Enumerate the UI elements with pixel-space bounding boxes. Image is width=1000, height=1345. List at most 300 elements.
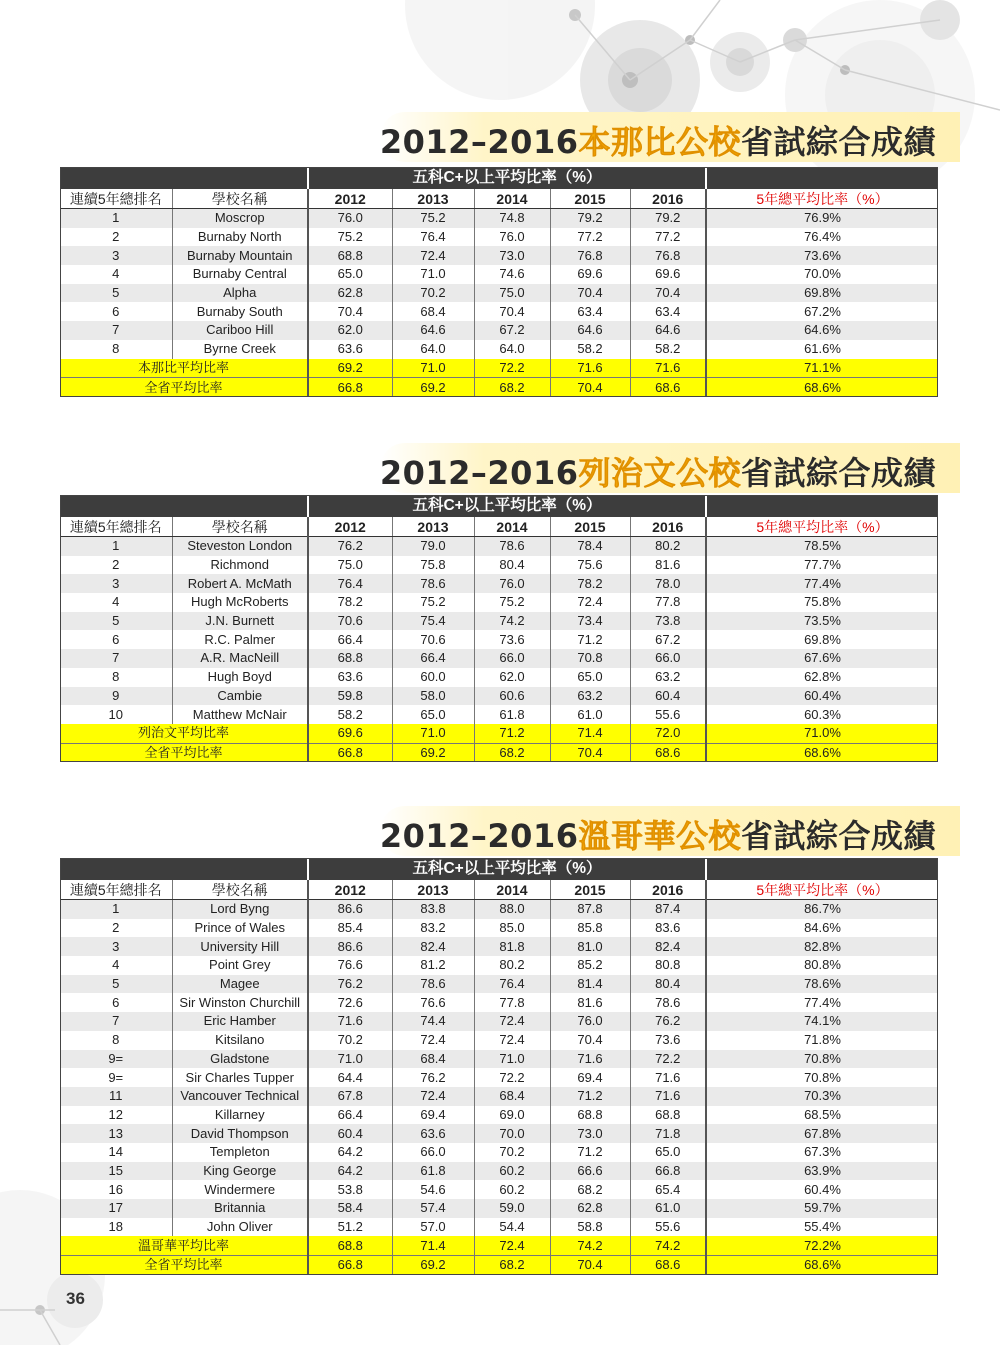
value-cell: 68.4 (392, 302, 474, 321)
summary-value: 71.6 (630, 359, 706, 378)
school-cell: Burnaby South (172, 302, 308, 321)
value-cell: 78.4 (550, 537, 630, 556)
value-cell: 76.4 (308, 574, 392, 593)
value-cell: 77.2 (630, 228, 706, 247)
value-cell: 85.2 (550, 956, 630, 975)
value-cell: 68.2 (550, 1180, 630, 1199)
summary-value: 71.2 (474, 724, 550, 743)
group-header: 五科C+以上平均比率（%） (308, 858, 706, 880)
group-header: 五科C+以上平均比率（%） (308, 167, 706, 189)
table-row (60, 900, 938, 919)
value-cell: 75.2 (392, 593, 474, 612)
title-banner (380, 112, 960, 162)
avg-cell: 80.8% (706, 956, 938, 975)
value-cell: 71.2 (550, 1143, 630, 1162)
value-cell: 85.0 (474, 919, 550, 938)
value-cell: 71.6 (630, 1068, 706, 1087)
table-row (60, 937, 938, 956)
school-cell: Alpha (172, 284, 308, 303)
value-cell: 81.0 (550, 937, 630, 956)
value-cell: 58.4 (308, 1199, 392, 1218)
value-cell: 83.6 (630, 919, 706, 938)
school-cell: Hugh Boyd (172, 668, 308, 687)
summary-row (60, 743, 938, 762)
summary-row (60, 1236, 938, 1255)
rank-cell: 6 (60, 302, 172, 321)
value-cell: 64.2 (308, 1143, 392, 1162)
table-row (60, 302, 938, 321)
school-cell: Prince of Wales (172, 919, 308, 938)
value-cell: 66.6 (550, 1162, 630, 1181)
results-table (60, 858, 938, 1275)
school-cell: A.R. MacNeill (172, 649, 308, 668)
table-row (60, 1012, 938, 1031)
table-row (60, 265, 938, 284)
value-cell: 64.4 (308, 1068, 392, 1087)
table-row (60, 668, 938, 687)
value-cell: 75.6 (550, 556, 630, 575)
value-cell: 73.0 (550, 1124, 630, 1143)
school-cell: Point Grey (172, 956, 308, 975)
value-cell: 63.4 (630, 302, 706, 321)
table-row (60, 1124, 938, 1143)
avg-cell: 63.9% (706, 1162, 938, 1181)
table-row (60, 1050, 938, 1069)
value-cell: 81.8 (474, 937, 550, 956)
value-cell: 63.4 (550, 302, 630, 321)
value-cell: 63.2 (550, 687, 630, 706)
value-cell: 67.8 (308, 1087, 392, 1106)
school-cell: Cambie (172, 687, 308, 706)
value-cell: 60.2 (474, 1162, 550, 1181)
school-cell: Windermere (172, 1180, 308, 1199)
rank-cell: 9 (60, 687, 172, 706)
value-cell: 60.4 (630, 687, 706, 706)
value-cell: 76.6 (392, 993, 474, 1012)
summary-value: 70.4 (550, 378, 630, 397)
value-cell: 63.6 (308, 668, 392, 687)
summary-value: 68.6% (706, 743, 938, 762)
value-cell: 74.6 (474, 265, 550, 284)
school-cell: R.C. Palmer (172, 630, 308, 649)
school-cell: Sir Charles Tupper (172, 1068, 308, 1087)
value-cell: 76.8 (550, 246, 630, 265)
table-row (60, 649, 938, 668)
value-cell: 76.0 (308, 209, 392, 228)
value-cell: 72.4 (392, 1087, 474, 1106)
avg-cell: 55.4% (706, 1218, 938, 1237)
value-cell: 77.8 (630, 593, 706, 612)
rank-cell: 2 (60, 228, 172, 247)
value-cell: 70.0 (474, 1124, 550, 1143)
group-header-row (60, 167, 938, 189)
avg-cell: 60.3% (706, 705, 938, 724)
school-cell: David Thompson (172, 1124, 308, 1143)
table-row (60, 919, 938, 938)
summary-value: 68.6 (630, 1256, 706, 1275)
header-blank (60, 858, 308, 880)
value-cell: 75.2 (392, 209, 474, 228)
table-row (60, 1068, 938, 1087)
header-blank (706, 167, 938, 189)
value-cell: 68.8 (550, 1106, 630, 1125)
value-cell: 74.8 (474, 209, 550, 228)
table-row (60, 1143, 938, 1162)
value-cell: 63.2 (630, 668, 706, 687)
value-cell: 71.0 (308, 1050, 392, 1069)
summary-value: 71.6 (550, 359, 630, 378)
value-cell: 75.8 (392, 556, 474, 575)
avg-cell: 62.8% (706, 668, 938, 687)
avg-cell: 64.6% (706, 321, 938, 340)
avg-cell: 73.5% (706, 612, 938, 631)
table-row (60, 1218, 938, 1237)
title-banner (380, 806, 960, 856)
school-cell: Gladstone (172, 1050, 308, 1069)
value-cell: 59.8 (308, 687, 392, 706)
value-cell: 71.2 (550, 1087, 630, 1106)
value-cell: 69.4 (392, 1106, 474, 1125)
value-cell: 58.8 (550, 1218, 630, 1237)
value-cell: 81.2 (392, 956, 474, 975)
value-cell: 78.2 (550, 574, 630, 593)
avg-cell: 69.8% (706, 630, 938, 649)
value-cell: 66.0 (474, 649, 550, 668)
value-cell: 81.6 (550, 993, 630, 1012)
table-row (60, 687, 938, 706)
rank-cell: 18 (60, 1218, 172, 1237)
table-row (60, 537, 938, 556)
value-cell: 71.6 (550, 1050, 630, 1069)
summary-value: 71.0 (392, 359, 474, 378)
rank-cell: 15 (60, 1162, 172, 1181)
value-cell: 55.6 (630, 1218, 706, 1237)
value-cell: 69.6 (630, 265, 706, 284)
value-cell: 82.4 (392, 937, 474, 956)
value-cell: 72.4 (392, 246, 474, 265)
rank-cell: 1 (60, 209, 172, 228)
summary-label: 全省平均比率 (60, 1256, 308, 1275)
value-cell: 73.6 (474, 630, 550, 649)
avg-cell: 67.8% (706, 1124, 938, 1143)
avg-cell: 60.4% (706, 1180, 938, 1199)
value-cell: 64.2 (308, 1162, 392, 1181)
value-cell: 61.0 (550, 705, 630, 724)
summary-value: 71.0 (392, 724, 474, 743)
value-cell: 68.8 (308, 649, 392, 668)
group-header: 五科C+以上平均比率（%） (308, 495, 706, 517)
value-cell: 65.0 (550, 668, 630, 687)
value-cell: 64.0 (474, 340, 550, 359)
value-cell: 68.8 (308, 246, 392, 265)
school-cell: Moscrop (172, 209, 308, 228)
school-cell: Matthew McNair (172, 705, 308, 724)
value-cell: 62.8 (550, 1199, 630, 1218)
summary-label: 本那比平均比率 (60, 359, 308, 378)
value-cell: 80.2 (474, 956, 550, 975)
rank-cell: 9= (60, 1068, 172, 1087)
value-cell: 66.0 (392, 1143, 474, 1162)
table-row (60, 574, 938, 593)
avg-cell: 76.4% (706, 228, 938, 247)
table-row (60, 284, 938, 303)
summary-value: 68.6 (630, 743, 706, 762)
rank-cell: 4 (60, 593, 172, 612)
col-year-header: 2015 (550, 880, 630, 900)
col-school-header: 學校名稱 (172, 880, 308, 900)
school-cell: Lord Byng (172, 900, 308, 919)
value-cell: 71.2 (550, 630, 630, 649)
school-cell: Burnaby Mountain (172, 246, 308, 265)
rank-cell: 6 (60, 993, 172, 1012)
value-cell: 70.4 (474, 302, 550, 321)
rank-cell: 10 (60, 705, 172, 724)
summary-value: 71.1% (706, 359, 938, 378)
value-cell: 64.0 (392, 340, 474, 359)
col-year-header: 2013 (392, 189, 474, 209)
avg-cell: 76.9% (706, 209, 938, 228)
school-cell: Magee (172, 975, 308, 994)
table-row (60, 246, 938, 265)
table-row (60, 993, 938, 1012)
value-cell: 59.0 (474, 1199, 550, 1218)
table-row (60, 1180, 938, 1199)
value-cell: 53.8 (308, 1180, 392, 1199)
rank-cell: 11 (60, 1087, 172, 1106)
value-cell: 62.0 (474, 668, 550, 687)
rank-cell: 8 (60, 340, 172, 359)
value-cell: 58.2 (308, 705, 392, 724)
table-row (60, 1162, 938, 1181)
col-year-header: 2013 (392, 880, 474, 900)
page-number: 36 (66, 1289, 85, 1308)
results-table (60, 167, 938, 397)
school-cell: Steveston London (172, 537, 308, 556)
section-title: 2012–2016本那比公校省試綜合成績 (379, 123, 936, 161)
summary-value: 69.2 (392, 1256, 474, 1275)
table-row (60, 630, 938, 649)
summary-value: 70.4 (550, 743, 630, 762)
col-year-header: 2016 (630, 189, 706, 209)
header-blank (706, 858, 938, 880)
value-cell: 61.8 (392, 1162, 474, 1181)
value-cell: 71.6 (308, 1012, 392, 1031)
col-year-header: 2016 (630, 880, 706, 900)
value-cell: 79.0 (392, 537, 474, 556)
school-cell: Robert A. McMath (172, 574, 308, 593)
value-cell: 60.2 (474, 1180, 550, 1199)
value-cell: 76.0 (550, 1012, 630, 1031)
value-cell: 78.6 (392, 975, 474, 994)
rank-cell: 2 (60, 919, 172, 938)
col-rank-header: 連續5年總排名 (60, 517, 172, 537)
header-blank (60, 167, 308, 189)
school-cell: Burnaby North (172, 228, 308, 247)
table-row (60, 1199, 938, 1218)
value-cell: 66.0 (630, 649, 706, 668)
value-cell: 70.8 (550, 649, 630, 668)
value-cell: 76.2 (392, 1068, 474, 1087)
summary-value: 74.2 (550, 1236, 630, 1255)
value-cell: 78.6 (630, 993, 706, 1012)
avg-cell: 84.6% (706, 919, 938, 938)
rank-cell: 2 (60, 556, 172, 575)
summary-value: 68.6% (706, 1256, 938, 1275)
value-cell: 73.4 (550, 612, 630, 631)
value-cell: 78.0 (630, 574, 706, 593)
summary-value: 72.2 (474, 359, 550, 378)
value-cell: 70.2 (474, 1143, 550, 1162)
title-banner (380, 443, 960, 493)
rank-cell: 12 (60, 1106, 172, 1125)
avg-cell: 61.6% (706, 340, 938, 359)
summary-label: 全省平均比率 (60, 743, 308, 762)
value-cell: 75.0 (308, 556, 392, 575)
summary-label: 全省平均比率 (60, 378, 308, 397)
col-avg-header: 5年總平均比率（%） (706, 517, 938, 537)
school-cell: Kitsilano (172, 1031, 308, 1050)
value-cell: 57.0 (392, 1218, 474, 1237)
value-cell: 66.8 (630, 1162, 706, 1181)
value-cell: 86.6 (308, 937, 392, 956)
value-cell: 72.4 (550, 593, 630, 612)
rank-cell: 7 (60, 649, 172, 668)
value-cell: 70.4 (308, 302, 392, 321)
value-cell: 67.2 (474, 321, 550, 340)
table-row (60, 593, 938, 612)
avg-cell: 69.8% (706, 284, 938, 303)
value-cell: 54.4 (474, 1218, 550, 1237)
value-cell: 83.2 (392, 919, 474, 938)
summary-value: 72.2% (706, 1236, 938, 1255)
summary-value: 68.8 (308, 1236, 392, 1255)
school-cell: Burnaby Central (172, 265, 308, 284)
value-cell: 70.4 (550, 284, 630, 303)
col-year-header: 2013 (392, 517, 474, 537)
summary-value: 71.4 (392, 1236, 474, 1255)
table-row (60, 956, 938, 975)
value-cell: 86.6 (308, 900, 392, 919)
summary-row (60, 378, 938, 397)
school-cell: Hugh McRoberts (172, 593, 308, 612)
rank-cell: 7 (60, 321, 172, 340)
value-cell: 70.4 (630, 284, 706, 303)
value-cell: 72.2 (630, 1050, 706, 1069)
school-cell: Templeton (172, 1143, 308, 1162)
summary-value: 68.2 (474, 378, 550, 397)
avg-cell: 86.7% (706, 900, 938, 919)
rank-cell: 8 (60, 1031, 172, 1050)
value-cell: 75.0 (474, 284, 550, 303)
value-cell: 81.6 (630, 556, 706, 575)
avg-cell: 60.4% (706, 687, 938, 706)
summary-value: 68.2 (474, 743, 550, 762)
summary-value: 66.8 (308, 743, 392, 762)
rank-cell: 7 (60, 1012, 172, 1031)
col-school-header: 學校名稱 (172, 517, 308, 537)
value-cell: 66.4 (308, 630, 392, 649)
school-cell: John Oliver (172, 1218, 308, 1237)
value-cell: 80.4 (474, 556, 550, 575)
col-year-header: 2015 (550, 189, 630, 209)
value-cell: 54.6 (392, 1180, 474, 1199)
value-cell: 69.4 (550, 1068, 630, 1087)
summary-value: 68.6 (630, 378, 706, 397)
summary-row (60, 724, 938, 743)
value-cell: 87.4 (630, 900, 706, 919)
rank-cell: 3 (60, 937, 172, 956)
value-cell: 74.2 (474, 612, 550, 631)
value-cell: 68.4 (392, 1050, 474, 1069)
rank-cell: 3 (60, 574, 172, 593)
col-rank-header: 連續5年總排名 (60, 880, 172, 900)
value-cell: 83.8 (392, 900, 474, 919)
value-cell: 71.0 (392, 265, 474, 284)
summary-label: 溫哥華平均比率 (60, 1236, 308, 1255)
summary-value: 72.0 (630, 724, 706, 743)
school-cell: Richmond (172, 556, 308, 575)
value-cell: 72.2 (474, 1068, 550, 1087)
value-cell: 76.4 (474, 975, 550, 994)
value-cell: 85.4 (308, 919, 392, 938)
avg-cell: 73.6% (706, 246, 938, 265)
section-title: 2012–2016列治文公校省試綜合成績 (379, 454, 936, 492)
col-year-header: 2014 (474, 880, 550, 900)
column-header-row (60, 517, 938, 537)
school-cell: Killarney (172, 1106, 308, 1125)
value-cell: 73.6 (630, 1031, 706, 1050)
column-header-row (60, 189, 938, 209)
table-row (60, 556, 938, 575)
table-row (60, 228, 938, 247)
results-table (60, 495, 938, 762)
value-cell: 61.0 (630, 1199, 706, 1218)
school-cell: King George (172, 1162, 308, 1181)
value-cell: 70.2 (308, 1031, 392, 1050)
col-avg-header: 5年總平均比率（%） (706, 880, 938, 900)
value-cell: 68.8 (630, 1106, 706, 1125)
value-cell: 66.4 (392, 649, 474, 668)
value-cell: 76.2 (308, 537, 392, 556)
col-year-header: 2016 (630, 517, 706, 537)
table-row (60, 975, 938, 994)
col-year-header: 2014 (474, 517, 550, 537)
value-cell: 65.0 (392, 705, 474, 724)
value-cell: 55.6 (630, 705, 706, 724)
rank-cell: 14 (60, 1143, 172, 1162)
summary-value: 71.0% (706, 724, 938, 743)
summary-value: 68.2 (474, 1256, 550, 1275)
rank-cell: 4 (60, 265, 172, 284)
rank-cell: 16 (60, 1180, 172, 1199)
value-cell: 79.2 (550, 209, 630, 228)
value-cell: 58.2 (550, 340, 630, 359)
value-cell: 72.4 (392, 1031, 474, 1050)
avg-cell: 59.7% (706, 1199, 938, 1218)
avg-cell: 68.5% (706, 1106, 938, 1125)
school-cell: Sir Winston Churchill (172, 993, 308, 1012)
table-row (60, 1106, 938, 1125)
value-cell: 78.6 (392, 574, 474, 593)
avg-cell: 70.8% (706, 1068, 938, 1087)
rank-cell: 8 (60, 668, 172, 687)
col-avg-header: 5年總平均比率（%） (706, 189, 938, 209)
section-title: 2012–2016溫哥華公校省試綜合成績 (379, 817, 936, 855)
value-cell: 70.6 (308, 612, 392, 631)
value-cell: 85.8 (550, 919, 630, 938)
value-cell: 76.4 (392, 228, 474, 247)
col-year-header: 2012 (308, 517, 392, 537)
